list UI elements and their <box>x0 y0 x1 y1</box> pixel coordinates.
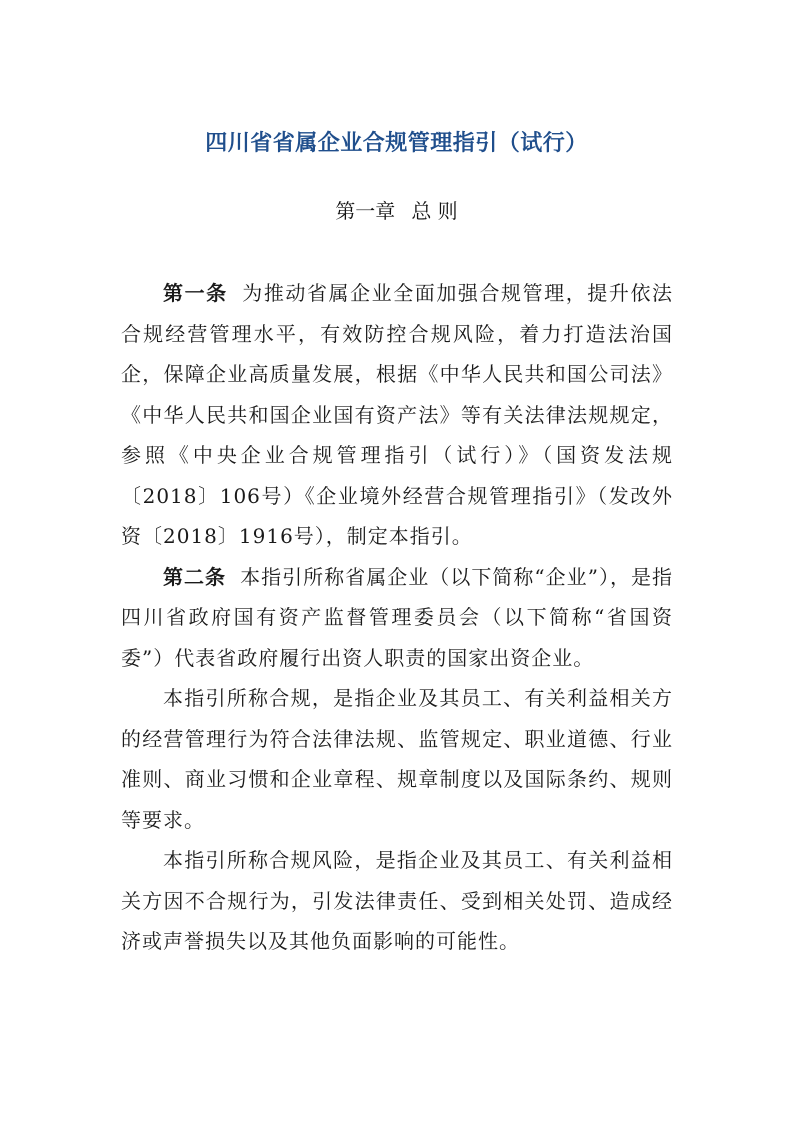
compliance-definition-text: 本指引所称合规，是指企业及其员工、有关利益相关方的经营管理行为符合法律法规、监管规定、职业道德、行业准则、商业习惯和企业章程、规章制度以及国际条约、规则等要求。 <box>121 686 673 832</box>
compliance-risk-definition-paragraph <box>121 840 673 962</box>
article-2-label: 第二条 <box>163 564 227 589</box>
article-2-paragraph <box>121 557 673 679</box>
chapter-heading <box>0 196 793 226</box>
document-body <box>121 273 673 962</box>
chapter-name: 总 则 <box>411 199 458 223</box>
compliance-definition-paragraph <box>121 678 673 840</box>
article-1-paragraph <box>121 273 673 557</box>
chapter-number: 第一章 <box>335 199 396 223</box>
document-title: 四川省省属企业合规管理指引（试行） <box>205 131 588 156</box>
article-2-text: 本指引所称省属企业（以下简称“企业”），是指四川省政府国有资产监督管理委员会（以下简称“省国资委”）代表省政府履行出资人职责的国家出资企业。 <box>121 564 674 670</box>
article-1-text: 为推动省属企业全面加强合规管理，提升依法合规经营管理水平，有效防控合规风险，着力打造法治国企，保障企业高质量发展，根据《中华人民共和国公司法》《中华人民共和国企业国有资产法》等有关法律法规规定，参照《中央企业合规管理指引（试行）》（国资发法规〔2018〕106号）《企业境外经营合规管理指引》（发改外资〔2018〕1916号），制定本指引。 <box>121 281 674 548</box>
article-1-label: 第一条 <box>163 281 228 305</box>
compliance-risk-definition-text: 本指引所称合规风险，是指企业及其员工、有关利益相关方因不合规行为，引发法律责任、受到相关处罚、造成经济或声誉损失以及其他负面影响的可能性。 <box>121 848 673 953</box>
